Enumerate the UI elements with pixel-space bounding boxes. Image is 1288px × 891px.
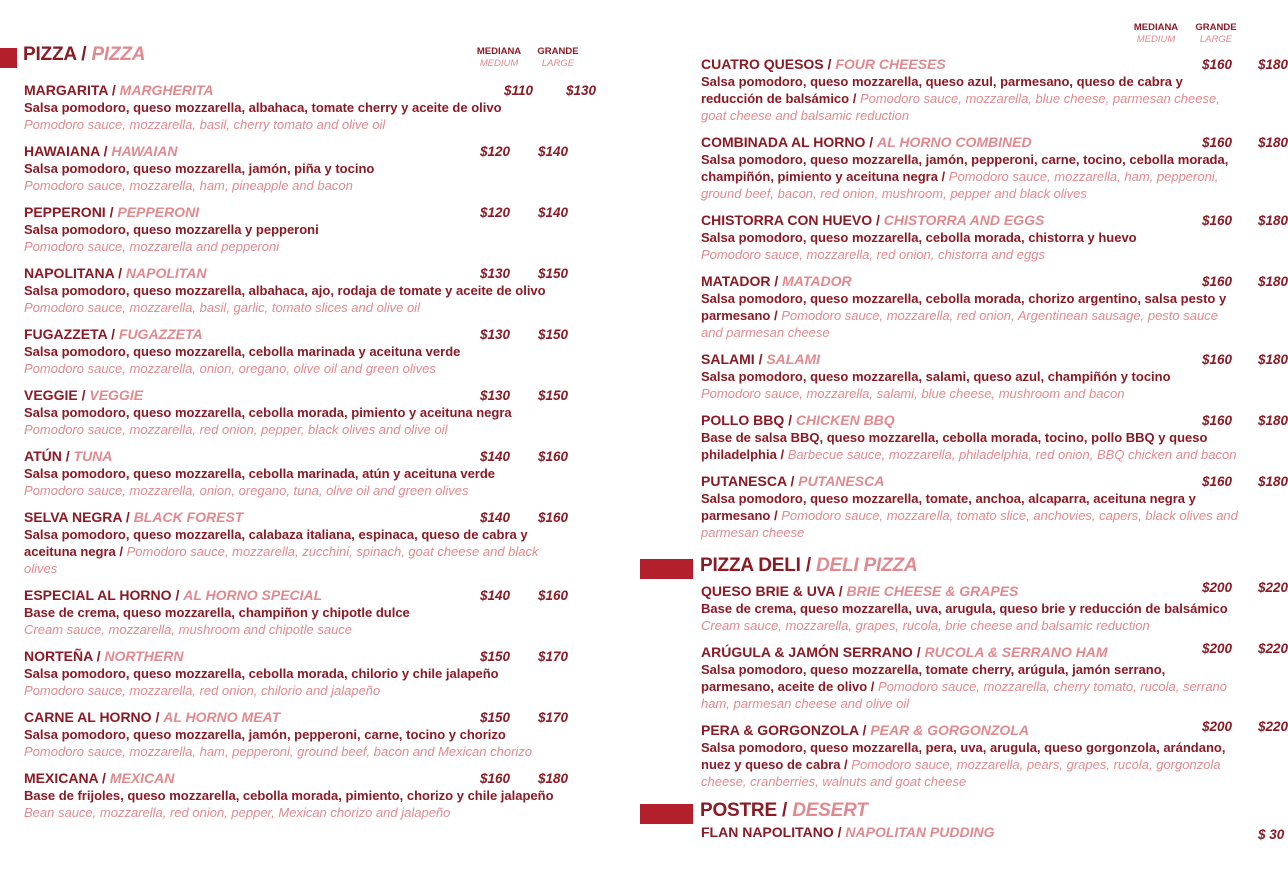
item-description-en: Pomodoro sauce, mozzarella, red onion, chilorio and jalapeño <box>24 683 381 698</box>
price-single: $ 30 <box>1258 827 1285 842</box>
item-description: Salsa pomodoro, queso mozzarella, cebolla marinada, atún y aceituna verde <box>24 466 496 481</box>
item-description-en: Pomodoro sauce, mozzarella, onion, oregano, tuna, olive oil and green olives <box>24 483 469 498</box>
deli-section-title: PIZZA DELI / DELI PIZZA <box>700 555 918 576</box>
item-description: Salsa pomodoro, queso mozzarella, cebolla morada, pimiento y aceituna negra <box>24 405 512 420</box>
price-large: $220 <box>1258 719 1288 734</box>
price-large: $180 <box>1258 274 1288 289</box>
item-description: Salsa pomodoro, queso mozzarella, calabaza italiana, espinaca, queso de cabra y aceituna negra / Pomodoro sauce, mozzarella, zucchini, spinach, goat cheese and black olives <box>24 527 539 576</box>
price-medium: $130 <box>480 327 511 342</box>
menu-item-pollo-bbq: POLLO BBQ / CHICKEN BBQ $160 $180 Base de salsa BBQ, queso mozzarella, cebolla morada, tocino, pollo BBQ y queso philadelphia / Barbecue sauce, mozzarella, philadelphia, red onion, BBQ chicken and bacon <box>701 412 1288 462</box>
menu-item-cuatro-quesos: CUATRO QUESOS / FOUR CHEESES $160 $180 Salsa pomodoro, queso mozzarella, queso azul, parmesano, queso de cabra y reducción de balsámico / Pomodoro sauce, mozzarella, blue cheese, parmesan cheese, goat cheese and balsamic reduction <box>701 56 1288 123</box>
right-size-header <box>640 20 1240 52</box>
menu-item-selva-negra: SELVA NEGRA / BLACK FOREST $140 $160 Salsa pomodoro, queso mozzarella, calabaza italiana, espinaca, queso de cabra y aceituna negra / Pomodoro sauce, mozzarella, zucchini, spinach, goat cheese and black olives <box>24 509 569 576</box>
menu-item-napolitana: NAPOLITANA / NAPOLITAN $130 $150 Salsa pomodoro, queso mozzarella, albahaca, ajo, rodaja de tomate y aceite de olivo Pomodoro sauce, mozzarella, basil, garlic, tomato slices and olive oil <box>24 265 584 316</box>
price-large: $180 <box>538 771 569 786</box>
menu-item-chistorra-con-huevo: CHISTORRA CON HUEVO / CHISTORRA AND EGGS $160 $180 Salsa pomodoro, queso mozzarella, cebolla morada, chistorra y huevo Pomodoro sauce, mozzarella, red onion, chistorra and eggs <box>701 212 1288 262</box>
price-medium: $200 <box>1202 719 1233 734</box>
item-description: Base de salsa BBQ, queso mozzarella, cebolla morada, tocino, pollo BBQ y queso philadelphia / Barbecue sauce, mozzarella, philadelphia, red onion, BBQ chicken and bacon <box>701 430 1237 462</box>
menu-item-veggie: VEGGIE / VEGGIE $130 $150 Salsa pomodoro, queso mozzarella, cebolla morada, pimiento y aceituna negra Pomodoro sauce, mozzarella, red onion, pepper, black olives and olive oil <box>24 387 584 438</box>
price-medium: $160 <box>480 771 511 786</box>
price-large: $170 <box>538 710 569 725</box>
pizza-section <box>0 40 600 831</box>
size-large-header: GRANDE LARGE <box>537 46 579 69</box>
right-column <box>640 20 1288 851</box>
menu-item-carne-al-horno: CARNE AL HORNO / AL HORNO MEAT $150 $170 Salsa pomodoro, queso mozzarella, jamón, pepperoni, carne, tocino y chorizo Pomodoro sauce, mozzarella, ham, pepperoni, ground beef, bacon and Mexican chorizo <box>24 709 584 760</box>
menu-item-pera-gorgonzola: PERA & GORGONZOLA / PEAR & GORGONZOLA $200 $220 Salsa pomodoro, queso mozzarella, pera, uva, arugula, queso gorgonzola, arándano, nuez y queso de cabra / Pomodoro sauce, mozzarella, pears, grapes, rucola, gorgonzola cheese, cranberries, walnuts and goat cheese <box>701 719 1288 789</box>
pizza-section-header <box>0 40 600 70</box>
price-medium: $110 <box>504 83 534 98</box>
item-description: Salsa pomodoro, queso mozzarella, jamón, pepperoni, carne, tocino y chorizo <box>24 727 506 742</box>
price-large: $180 <box>1258 413 1288 428</box>
menu-item-margarita: MARGARITA / MARGHERITA $110 $130 Salsa pomodoro, queso mozzarella, albahaca, tomate cherry y aceite de olivo Pomodoro sauce, mozzarella, basil, cherry tomato and olive oil <box>24 82 597 132</box>
section-bar-decoration <box>0 48 17 68</box>
menu-item-salami: SALAMI / SALAMI $160 $180 Salsa pomodoro, queso mozzarella, salami, queso azul, champiñón y tocino Pomodoro sauce, mozzarella, salami, blue cheese, mushroom and bacon <box>701 351 1288 401</box>
item-description: Salsa pomodoro, queso mozzarella, salami, queso azul, champiñón y tocino <box>701 369 1171 384</box>
postre-section-header <box>640 796 1240 826</box>
menu-item-nortena: NORTEÑA / NORTHERN $150 $170 Salsa pomodoro, queso mozzarella, cebolla morada, chilorio y chile jalapeño Pomodoro sauce, mozzarella, red onion, chilorio and jalapeño <box>24 648 584 699</box>
price-large: $130 <box>566 83 597 98</box>
item-description-en: Pomodoro sauce, mozzarella, red onion, pepper, black olives and olive oil <box>24 422 448 437</box>
price-large: $220 <box>1258 580 1288 595</box>
deli-section-header <box>640 551 1240 581</box>
price-large: $150 <box>538 327 569 342</box>
price-large: $160 <box>538 449 569 464</box>
price-medium: $200 <box>1202 580 1233 595</box>
menu-item-atun: ATÚN / TUNA $140 $160 Salsa pomodoro, queso mozzarella, cebolla marinada, atún y aceituna verde Pomodoro sauce, mozzarella, onion, oregano, tuna, olive oil and green olives <box>24 448 584 499</box>
item-description-en: Pomodoro sauce, mozzarella, basil, cherry tomato and olive oil <box>24 117 386 132</box>
price-medium: $160 <box>1202 352 1233 367</box>
price-medium: $130 <box>480 266 511 281</box>
menu-item-flan-napolitano: FLAN NAPOLITANO / NAPOLITAN PUDDING $ 30 <box>701 824 1285 842</box>
postre-items-list <box>640 824 1285 842</box>
price-large: $180 <box>1258 213 1288 228</box>
menu-item-fugazzeta: FUGAZZETA / FUGAZZETA $130 $150 Salsa pomodoro, queso mozzarella, cebolla marinada y aceituna verde Pomodoro sauce, mozzarella, onion, oregano, olive oil and green olives <box>24 326 584 377</box>
item-description: Salsa pomodoro, queso mozzarella, albahaca, tomate cherry y aceite de olivo <box>24 100 502 115</box>
menu-item-queso-brie-uva: QUESO BRIE & UVA / BRIE CHEESE & GRAPES $200 $220 Base de crema, queso mozzarella, uva, arugula, queso brie y reducción de balsámico Cream sauce, mozzarella, grapes, rucola, brie cheese and balsamic reduction <box>701 580 1288 633</box>
item-description-en: Cream sauce, mozzarella, mushroom and chipotle sauce <box>24 622 353 637</box>
item-description: Salsa pomodoro, queso mozzarella, albahaca, ajo, rodaja de tomate y aceite de olivo <box>24 283 546 298</box>
price-medium: $200 <box>1202 641 1233 656</box>
pizza-items-list-continued <box>640 56 1288 541</box>
item-description: Salsa pomodoro, queso mozzarella, tomate, anchoa, alcaparra, aceituna negra y parmesano / Pomodoro sauce, mozzarella, tomato slice, anchovies, capers, black olives and parmesan cheese <box>701 491 1238 540</box>
size-medium-header: MEDIANA MEDIUM <box>476 46 522 69</box>
item-description: Salsa pomodoro, queso mozzarella, cebolla morada, chorizo argentino, salsa pesto y parmesano / Pomodoro sauce, mozzarella, red onion, Argentinean sausage, pesto sauce and parmesan cheese <box>701 291 1227 340</box>
size-medium-header: MEDIANA MEDIUM <box>1133 22 1179 45</box>
item-description-en: Cream sauce, mozzarella, grapes, rucola, brie cheese and balsamic reduction <box>701 618 1150 633</box>
price-large: $180 <box>1258 57 1288 72</box>
price-medium: $160 <box>1202 413 1233 428</box>
menu-item-pepperoni: PEPPERONI / PEPPERONI $120 $140 Salsa pomodoro, queso mozzarella y pepperoni Pomodoro sauce, mozzarella and pepperoni <box>24 204 584 255</box>
price-medium: $160 <box>1202 274 1233 289</box>
price-medium: $130 <box>480 388 511 403</box>
price-large: $220 <box>1258 641 1288 656</box>
price-large: $160 <box>538 588 569 603</box>
postre-section-title: POSTRE / DESERT <box>700 800 868 821</box>
size-large-header: GRANDE LARGE <box>1195 22 1237 45</box>
price-large: $140 <box>538 205 569 220</box>
price-medium: $160 <box>1202 57 1233 72</box>
price-medium: $160 <box>1202 474 1233 489</box>
deli-items-list <box>640 580 1288 790</box>
price-medium: $140 <box>480 588 511 603</box>
price-medium: $120 <box>480 144 511 159</box>
pizza-section-title: PIZZA / PIZZA <box>23 44 146 65</box>
section-bar-decoration <box>640 559 693 579</box>
item-description-en: Pomodoro sauce, mozzarella, basil, garlic, tomato slices and olive oil <box>24 300 420 315</box>
item-description: Salsa pomodoro, queso mozzarella, pera, uva, arugula, queso gorgonzola, arándano, nuez y queso de cabra / Pomodoro sauce, mozzarella, pears, grapes, rucola, gorgonzola cheese, cranberries, walnuts and goat cheese <box>701 740 1226 789</box>
item-description: Salsa pomodoro, queso mozzarella y pepperoni <box>24 222 319 237</box>
price-large: $180 <box>1258 474 1288 489</box>
price-large: $150 <box>538 388 569 403</box>
price-large: $180 <box>1258 135 1288 150</box>
item-description-en: Pomodoro sauce, mozzarella, ham, pepperoni, ground beef, bacon and Mexican chorizo <box>24 744 533 759</box>
item-description-en: Bean sauce, mozzarella, red onion, pepper, Mexican chorizo and jalapeño <box>24 805 451 820</box>
price-large: $140 <box>538 144 569 159</box>
price-medium: $140 <box>480 449 511 464</box>
item-description: Salsa pomodoro, queso mozzarella, tomate cherry, arúgula, jamón serrano, parmesano, aceite de olivo / Pomodoro sauce, mozzarella, cherry tomato, rucola, serrano ham, parmesan cheese and olive oil <box>701 662 1228 711</box>
item-description: Salsa pomodoro, queso mozzarella, cebolla morada, chilorio y chile jalapeño <box>24 666 499 681</box>
price-large: $170 <box>538 649 569 664</box>
price-large: $150 <box>538 266 569 281</box>
item-description: Salsa pomodoro, queso mozzarella, queso azul, parmesano, queso de cabra y reducción de balsámico / Pomodoro sauce, mozzarella, blue cheese, parmesan cheese, goat cheese and balsamic reduction <box>701 74 1220 123</box>
price-medium: $150 <box>480 710 511 725</box>
item-description-en: Pomodoro sauce, mozzarella and pepperoni <box>24 239 280 254</box>
item-description: Salsa pomodoro, queso mozzarella, cebolla marinada y aceituna verde <box>24 344 461 359</box>
menu-item-combinada-al-horno: COMBINADA AL HORNO / AL HORNO COMBINED $160 $180 Salsa pomodoro, queso mozzarella, jamón, pepperoni, carne, tocino, cebolla morada, champiñón, pimiento y aceituna negra / Pomodoro sauce, mozzarella, ham, pepperoni, ground beef, bacon, red onion, mushroom, pepper and black olives <box>701 134 1288 201</box>
item-description: Base de frijoles, queso mozzarella, cebolla morada, pimiento, chorizo y chile jalapeño <box>24 788 554 803</box>
price-large: $160 <box>538 510 569 525</box>
price-large: $180 <box>1258 352 1288 367</box>
price-medium: $150 <box>480 649 511 664</box>
item-description-en: Pomodoro sauce, mozzarella, red onion, chistorra and eggs <box>701 247 1045 262</box>
price-medium: $160 <box>1202 135 1233 150</box>
menu-item-arugula-jamon-serrano: ARÚGULA & JAMÓN SERRANO / RUCOLA & SERRANO HAM $200 $220 Salsa pomodoro, queso mozzarella, tomate cherry, arúgula, jamón serrano, parmesano, aceite de olivo / Pomodoro sauce, mozzarella, cherry tomato, rucola, serrano ham, parmesan cheese and olive oil <box>701 641 1288 711</box>
menu-item-mexicana: MEXICANA / MEXICAN $160 $180 Base de frijoles, queso mozzarella, cebolla morada, pimiento, chorizo y chile jalapeño Bean sauce, mozzarella, red onion, pepper, Mexican chorizo and jalapeño <box>24 770 584 821</box>
menu-item-matador: MATADOR / MATADOR $160 $180 Salsa pomodoro, queso mozzarella, cebolla morada, chorizo argentino, salsa pesto y parmesano / Pomodoro sauce, mozzarella, red onion, Argentinean sausage, pesto sauce and parmesan cheese <box>701 273 1288 340</box>
price-medium: $140 <box>480 510 511 525</box>
menu-item-hawaiana: HAWAIANA / HAWAIAN $120 $140 Salsa pomodoro, queso mozzarella, jamón, piña y tocino Pomodoro sauce, mozzarella, ham, pineapple and bacon <box>24 143 584 194</box>
item-description-en: Pomodoro sauce, mozzarella, ham, pineapple and bacon <box>24 178 353 193</box>
section-bar-decoration <box>640 804 693 824</box>
item-description: Salsa pomodoro, queso mozzarella, cebolla morada, chistorra y huevo <box>701 230 1137 245</box>
item-description: Base de crema, queso mozzarella, uva, arugula, queso brie y reducción de balsámico <box>701 601 1228 616</box>
pizza-items-list <box>0 82 597 821</box>
item-description: Salsa pomodoro, queso mozzarella, jamón, piña y tocino <box>24 161 375 176</box>
item-description: Base de crema, queso mozzarella, champiñon y chipotle dulce <box>24 605 410 620</box>
price-medium: $160 <box>1202 213 1233 228</box>
item-description-en: Pomodoro sauce, mozzarella, onion, oregano, olive oil and green olives <box>24 361 436 376</box>
menu-item-especial-al-horno: ESPECIAL AL HORNO / AL HORNO SPECIAL $140 $160 Base de crema, queso mozzarella, champiñon y chipotle dulce Cream sauce, mozzarella, mushroom and chipotle sauce <box>24 587 584 638</box>
menu-item-putanesca: PUTANESCA / PUTANESCA $160 $180 Salsa pomodoro, queso mozzarella, tomate, anchoa, alcaparra, aceituna negra y parmesano / Pomodoro sauce, mozzarella, tomato slice, anchovies, capers, black olives and parmesan cheese <box>701 473 1288 540</box>
item-description: Salsa pomodoro, queso mozzarella, jamón, pepperoni, carne, tocino, cebolla morada, champiñón, pimiento y aceituna negra / Pomodoro sauce, mozzarella, ham, pepperoni, ground beef, bacon, red onion, mushroom, pepper and black olives <box>701 152 1229 201</box>
item-description-en: Pomodoro sauce, mozzarella, salami, blue cheese, mushroom and bacon <box>701 386 1125 401</box>
price-medium: $120 <box>480 205 511 220</box>
